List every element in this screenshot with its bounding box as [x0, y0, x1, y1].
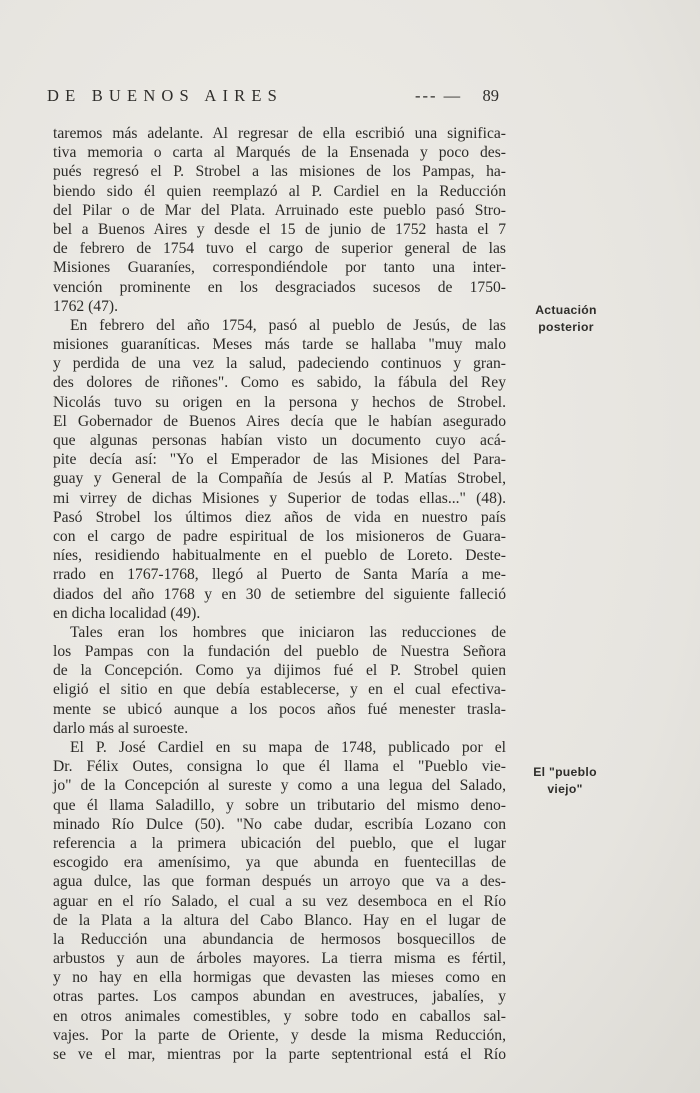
text-line: otras partes. Los campos abundan en avestruces, jabalíes, y — [53, 988, 506, 1006]
running-header — [47, 86, 499, 108]
page-number: 89 — [482, 86, 499, 105]
text-line: diados del año 1768 y en 30 de setiembre del siguiente falleció — [53, 585, 506, 603]
text-line: 1762 (47). — [53, 297, 118, 315]
text-line: y perdida de una vez la salud, padeciendo continuos y gran- — [53, 355, 506, 373]
text-line: de la Concepción. Como ya dijimos fué el P. Strobel quien — [53, 662, 506, 680]
text-line: y no hay en ella hormigas que devasten las mieses como en — [53, 969, 506, 987]
text-line: agua dulce, las que forman después un arroyo que va a des- — [53, 873, 506, 891]
text-line: del Pilar o de Mar del Plata. Arruinado este pueblo pasó Stro- — [53, 201, 506, 219]
margin-note-line: viejo" — [547, 782, 583, 796]
margin-note-line: El "pueblo — [533, 765, 597, 779]
text-line: Misiones Guaraníes, correspondiéndole por tanto una inter- — [53, 259, 506, 277]
text-line: El P. José Cardiel en su mapa de 1748, publicado por el — [70, 739, 506, 756]
text-line: de febrero de 1754 tuvo el cargo de superior general de las — [53, 240, 506, 258]
text-line: minado Río Dulce (50). "No cabe dudar, escribía Lozano con — [53, 815, 506, 833]
text-line: guay y General de la Compañía de Jesús al P. Matías Strobel, — [53, 470, 506, 488]
text-line: rrado en 1767-1768, llegó al Puerto de Santa María a me- — [53, 566, 506, 584]
text-line: En febrero del año 1754, pasó al pueblo de Jesús, de las — [70, 316, 506, 334]
text-line: en otros animales comestibles, y sobre todo en caballos sal- — [53, 1007, 506, 1025]
margin-note-pueblo-viejo — [520, 764, 610, 798]
text-line: biendo sido él quien reemplazó al P. Cardiel en la Reducción — [53, 182, 506, 200]
body-text — [53, 124, 506, 1064]
text-line: que algunas personas habían visto un documento cuyo acá- — [53, 432, 506, 449]
text-line: escogido era amenísimo, ya que abunda en fuentecillas de — [53, 854, 506, 872]
text-line: des dolores de riñones". Como es sabido, la fábula del Rey — [53, 374, 506, 392]
text-line: que él llama Saladillo, y sobre un tributario del mismo deno- — [53, 796, 506, 814]
margin-note-line: posterior — [538, 320, 594, 334]
text-line: misiones guaraníticas. Meses más tarde se hallaba "muy malo — [53, 336, 506, 354]
header-title: DE BUENOS AIRES — [47, 86, 284, 105]
margin-note-actuacion — [520, 302, 612, 336]
text-line: darlo más al suroeste. — [53, 719, 189, 737]
text-line: mente se ubicó aunque a los pocos años fué menester trasla- — [53, 700, 506, 718]
text-line: Tales eran los hombres que iniciaron las reducciones de — [70, 623, 506, 641]
header-separator: --- — — [415, 86, 463, 105]
text-line: con el cargo de padre espiritual de los misioneros de Guara- — [53, 527, 506, 545]
text-line: referencia a la primera ubicación del pueblo, que el lugar — [53, 834, 506, 852]
text-line: vajes. Por la parte de Oriente, y desde la misma Reducción, — [53, 1026, 506, 1044]
text-line: pite decía así: "Yo el Emperador de las Misiones del Para- — [53, 451, 506, 469]
text-line: Dr. Félix Outes, consigna lo que él llama el "Pueblo vie- — [53, 758, 506, 776]
text-line: la Reducción una abundancia de hermosos bosquecillos de — [53, 930, 506, 948]
text-line: mi virrey de dichas Misiones y Superior de todas ellas..." (48). — [53, 489, 506, 507]
text-line: Nicolás tuvo su origen en la persona y hechos de Strobel. — [53, 393, 506, 411]
text-line: níes, residiendo habitualmente en el pueblo de Loreto. Deste- — [53, 547, 506, 565]
text-line: pués regresó el P. Strobel a las misiones de los Pampas, ha- — [53, 163, 506, 181]
text-line: arbustos y aun de árboles mayores. La tierra misma es fértil, — [53, 950, 506, 968]
text-line: Pasó Strobel los últimos diez años de vida en nuestro país — [53, 508, 506, 526]
text-line: bel a Buenos Aires y desde el 15 de junio de 1752 hasta el 7 — [53, 220, 506, 238]
text-line: tiva memoria o carta al Marqués de la Ensenada y poco des- — [53, 144, 506, 162]
text-line: eligió el sitio en que debía establecerse, y en el cual efectiva- — [53, 681, 506, 699]
text-line: en dicha localidad (49). — [53, 604, 201, 622]
text-line: se ve el mar, mientras por la parte septentrional está el Río — [53, 1046, 506, 1063]
text-line: El Gobernador de Buenos Aires decía que le habían asegurado — [53, 412, 506, 430]
text-line: los Pampas con la fundación del pueblo de Nuestra Señora — [53, 643, 506, 661]
text-line: jo" de la Concepción al sureste y como a una legua del Salado, — [53, 777, 506, 795]
text-line: de la Plata a la altura del Cabo Blanco. Hay en el lugar de — [53, 911, 506, 929]
text-line: vención prominente en los desgraciados sucesos de 1750- — [53, 278, 506, 296]
margin-note-line: Actuación — [535, 303, 597, 317]
text-line: aguar en el río Salado, el cual a su vez desemboca en el Río — [53, 892, 506, 910]
text-line: taremos más adelante. Al regresar de ella escribió una significa- — [53, 125, 506, 142]
